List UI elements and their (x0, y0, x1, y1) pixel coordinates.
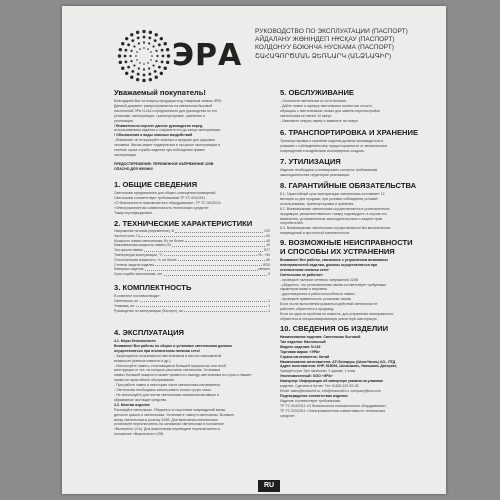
text-line: обращать с светильником только для замены перенастройки (280, 108, 380, 113)
logo-dot (124, 55, 127, 58)
logo-dot (121, 67, 124, 70)
section-service (280, 88, 440, 124)
spec-value: IP20 (263, 262, 270, 267)
logo-dot (147, 48, 149, 50)
logo-dot (142, 30, 145, 33)
dot-leader (185, 239, 266, 243)
spec-key: Температура эксплуатации, °С (114, 252, 163, 257)
logo-dot (143, 63, 145, 65)
text-line: средств» (280, 413, 295, 418)
logo-dot (155, 60, 157, 62)
logo-dot (158, 43, 161, 46)
logo-dot (136, 31, 139, 34)
dot-leader (144, 248, 263, 252)
spec-key: Тип цоколя лампы (114, 248, 143, 253)
logo-dot (166, 61, 169, 64)
text-line: 4.1. Меры безопасности (114, 339, 156, 343)
section-contents (114, 283, 270, 313)
logo-dot (152, 64, 154, 66)
logo-dot (130, 33, 133, 36)
text-line: установите переключатель на основании светильника в положение (114, 422, 224, 427)
section-transport-title: 6. ТРАНСПОРТИРОВКА И ХРАНЕНИЕ (280, 128, 419, 137)
era-logo (116, 28, 246, 84)
spec-key: Мощность лампы светильника, Вт, не более (114, 238, 184, 243)
logo-dot (161, 60, 164, 63)
section-general (114, 180, 270, 216)
spec-value: 40 (266, 238, 270, 243)
logo-dot (137, 73, 140, 76)
dot-leader (178, 258, 265, 262)
text-line: - Светильник необходимо использовать только сухую ткань. (114, 388, 212, 393)
text-line: 8.1. Гарантийный срок эксплуатации светильника составляет 12 (280, 192, 385, 196)
dot-leader (164, 272, 268, 276)
title-kg: КОЛДОНУУ БОЮНЧА НУСКАМА (ПАСПОРТ) (255, 44, 394, 52)
text-line: Адрес изготовителя: КНР, 518054, Шэньчжэнь, Наньшань Дистрикт, (280, 364, 397, 369)
text-line: Email: sales@eraworld.ru, info@eraworld.ru, company@era.com (280, 388, 381, 393)
text-line: Подтверждение соответствия изделия (280, 393, 348, 398)
logo-dot (130, 60, 132, 62)
text-line: Модель изделия: N-116 (280, 344, 321, 349)
logo-dot (119, 61, 122, 64)
text-line: Светильник соответствует требованиям ТР ТС 004/2011 (114, 195, 206, 200)
text-line: месяцев со дня продажи, при условии соблюдения условий (280, 196, 378, 201)
warning-line-1: ПРЕДОСТЕРЕЖЕНИЕ: ПЕРЕМЕННОЕ НАПРЯЖЕНИЕ 220В (114, 161, 214, 166)
logo-dot (125, 37, 128, 40)
section-product-info (280, 324, 440, 418)
spec-key: Степень защиты изделия (114, 262, 155, 267)
text-line: ТР ТС 020/2011 «Электромагнитная совместимость технических (280, 408, 386, 413)
section-general-title: 1. ОБЩИЕ СВЕДЕНИЯ (114, 180, 198, 189)
text-line: абразивные чистящие средства. (114, 397, 168, 402)
logo-dot (127, 66, 130, 69)
section-warranty-title: 8. ГАРАНТИЙНЫЕ ОБЯЗАТЕЛЬСТВА (280, 181, 417, 190)
section-transport (280, 128, 440, 154)
text-line: «Включено» (On). Для выключения переведите переключатель в (114, 427, 220, 432)
contents-intro: В комплект поставки входит: (114, 294, 161, 298)
text-line: Если ни одна из проблем не помогла, для устранения неисправности (280, 311, 394, 316)
title-ru: РУКОВОДСТВО ПО ЭКСПЛУАТАЦИИ (ПАСПОРТ) (255, 28, 408, 35)
logo-dot (131, 70, 134, 73)
spec-key: Относительная влажность, %, не более (114, 257, 177, 262)
text-line: - Дайте лампе и корпусу светильника полностью остыть, (280, 103, 373, 108)
section-troubleshooting (280, 238, 440, 322)
text-line: продавцом, укомплектованного товару подтвердите, в случае его (280, 211, 387, 216)
title-kz: АЙДАЛАНУ ЖӨНІНДЕГІ НҰСҚАУ (ПАСПОРТ) (255, 36, 395, 44)
logo-dot (139, 48, 141, 50)
text-line: Чувшуй стрит Эрп Чжэньсип, 3 здание, 1 этаж (280, 369, 356, 374)
text-line: - Запрещается пользоваться светильником в местах повышенной (114, 353, 222, 358)
logo-dot (130, 50, 132, 52)
text-line: Светильник предназначен для общего освещения помещений. (114, 191, 217, 195)
spec-value: металл (258, 267, 270, 272)
logo-dot (133, 64, 135, 66)
dot-leader (145, 267, 258, 271)
spec-value: 40 (266, 243, 270, 248)
section-warranty (280, 181, 440, 236)
logo-dot (137, 37, 140, 40)
text-line: - Не используйте для чистки светильника химически активные и (114, 392, 219, 397)
text-line: характеристикам и исправна (280, 287, 327, 292)
logo-dot (138, 67, 140, 69)
logo-dot (160, 72, 163, 75)
text-line: Транспортировка и хранение изделия должны производиться в (280, 139, 384, 143)
text-line: Распакуйте светильник. Убедитесь в отсутствии повреждений вилки, (114, 407, 227, 412)
logo-dot (143, 74, 146, 77)
text-line: использования, транспортировки и хранения. (280, 201, 355, 206)
spec-value: 5 (268, 272, 270, 277)
text-line: неисправностей изделия, должны осуществляться при (280, 262, 378, 267)
text-line: использованием изделия и сохраните его до конца эксплуатации. (114, 128, 222, 133)
text-line: Торговая марка: «ЭРА» (280, 349, 321, 354)
text-line: детского цоколя и светильника. Установите лампу в светильник. Вставьте (114, 412, 235, 417)
text-line: 8.2. Всевозможные светильника осуществляются в установленного (280, 206, 390, 211)
text-line: выявления, установленным законодательством и защите прав (280, 216, 383, 221)
section-troubleshooting-title-2: И СПОСОБЫ ИХ УСТРАНЕНИЯ (280, 247, 395, 256)
text-line: - Используйте лампы, отличающиеся большей мощностью или иной (114, 363, 226, 368)
spec-value: +5...+40 (257, 252, 270, 257)
logo-dot (155, 33, 158, 36)
text-line: установке, эксплуатации, транспортировке, хранению и (114, 113, 205, 118)
dot-leader (141, 234, 265, 238)
text-line: светильника не менее 10 минут. (280, 113, 333, 118)
spec-key: Светильник, шт (114, 298, 139, 303)
dot-leader (136, 304, 268, 308)
logo-dot (136, 51, 138, 53)
logo-dot (148, 73, 151, 76)
text-line: права на гарантийное обслуживание. (114, 378, 176, 383)
text-line: законодательства территории реализации. (280, 172, 351, 177)
text-line: - удостоверьтесь в работоспособности лампы (280, 292, 355, 297)
text-line: влажности (ванные комнаты и др.). (114, 358, 172, 363)
specs-table (114, 229, 270, 277)
spec-value: 220 (264, 229, 270, 233)
logo-dot (136, 78, 139, 81)
document-titles (255, 28, 445, 61)
section-troubleshooting-title: 9. ВОЗМОЖНЫЕ НЕИСПРАВНОСТИ (280, 238, 413, 247)
section-disposal-title: 7. УТИЛИЗАЦИЯ (280, 157, 341, 166)
logo-dot (147, 62, 149, 64)
logo-dot (131, 39, 134, 42)
logo-dot (130, 76, 133, 79)
text-line: 8.3. Всевозможные светильника осуществляются без механических (280, 226, 391, 231)
dot-leader (172, 243, 265, 247)
logo-dot (167, 54, 170, 57)
text-line: Светильник не работает: (280, 272, 324, 277)
dot-leader (184, 309, 267, 313)
text-line: - убедитесь, что установленная лампа соответствует требуемым (280, 282, 386, 287)
section-service-title: 5. ОБСЛУЖИВАНИЕ (280, 88, 354, 97)
logo-dot (129, 55, 131, 57)
text-line: Изделие соответствует требованиям: (280, 398, 341, 403)
logo-dot (149, 78, 152, 81)
text-line: Страна изготовитель: Китай (280, 354, 330, 359)
logo-dot (143, 47, 145, 49)
text-line: эксплуатации. (114, 152, 138, 157)
text-line: утилизации. (114, 118, 134, 123)
logo-dot (143, 41, 145, 43)
logo-dot (148, 37, 151, 40)
text-line: Уполномоченный: ООО «ЭРА» (280, 374, 333, 379)
sunburst-icon (116, 28, 172, 84)
text-line: - При работе лампа и некоторые части светильника нагреваются. (114, 383, 221, 388)
text-line: повреждений и воздействия атмосферных осадков. (280, 148, 365, 153)
logo-dot (160, 37, 163, 40)
text-line: ! Обозначения и виды опасных воздействий (114, 133, 193, 138)
text-line: Внимание! Все работы по сборке и установке светильника должны (114, 343, 233, 348)
logo-dot (152, 45, 154, 47)
greeting-section (114, 88, 270, 172)
section-operation (114, 328, 270, 437)
logo-dot (148, 67, 150, 69)
text-line: Внимание! Все работы, связанные с устранением возможных (280, 258, 389, 262)
spec-key: Руководство по эксплуатации (Паспорт), шт (114, 308, 184, 313)
logo-dot (164, 67, 167, 70)
text-line: течение срока службы изделия при соблюдении правил (114, 148, 206, 153)
text-line: работает, обратитесь к продавцу. (280, 307, 335, 312)
text-line: конструкции от тех, на которые рассчитан светильник. Установка (114, 368, 220, 373)
text-line: осуществляться при отключенном питании сети! (114, 348, 200, 353)
brand-name: ЭРА (172, 38, 243, 73)
logo-dot (166, 48, 169, 51)
logo-dot (135, 55, 137, 57)
text-line: положение «Выключено» (Off). (114, 432, 165, 437)
logo-dot (149, 31, 152, 34)
manual-page (62, 6, 446, 494)
language-badge: RU (258, 480, 280, 492)
text-line: отключенном питании сети! (280, 267, 329, 272)
greeting-title: Уважаемый покупатель! (114, 88, 206, 97)
spec-value: 50 (266, 233, 270, 238)
section-specs (114, 219, 270, 277)
spec-key: Частота сети, Гц (114, 233, 141, 238)
spec-value: 80 (266, 257, 270, 262)
logo-dot (154, 70, 157, 73)
section-disposal (280, 157, 440, 178)
spec-row (114, 309, 270, 314)
spec-value: 1 (268, 308, 270, 313)
warning-line-2: ОПАСНО ДЛЯ ЖИЗНИ! (114, 166, 153, 171)
dot-leader (175, 229, 263, 233)
section-product-info-title: 10. СВЕДЕНИЯ ОБ ИЗДЕЛИИ (280, 324, 389, 333)
logo-dot (139, 62, 141, 64)
dot-leader (155, 263, 262, 267)
logo-dot (118, 54, 121, 57)
logo-dot (156, 55, 158, 57)
text-line: - проверьте наличие сетевого напряжения 220В (280, 277, 359, 282)
text-line: повреждений и при полной комплектности. (280, 231, 351, 236)
text-line: Если после выполнения указанных действий светильник не (280, 302, 378, 307)
logo-dot (150, 59, 152, 61)
text-line: лампы большей мощности может привести к выходу светильника из строя и лишает (114, 373, 252, 378)
text-line: 4.2. Монтаж изделия (114, 402, 150, 407)
text-line: Данный документ распространяется на светильник бытовой (114, 103, 213, 108)
logo-dot (142, 79, 145, 82)
text-line: изделия. Сделано в Китае. Тел. 8-800-222-59-33 (280, 384, 359, 389)
spec-value: 1 (268, 303, 270, 308)
text-line: ! Внимательно изучите данное руководство перед (114, 123, 203, 128)
dot-leader (164, 253, 257, 257)
text-line: упаковке с соблюдением мер предосторожности от механических (280, 143, 388, 148)
contents-table (114, 299, 270, 313)
text-line: человека. Жизнь может подвергаться в процессе эксплуатации в (114, 143, 220, 148)
logo-dot (161, 49, 164, 52)
text-line: потребителей. (280, 221, 304, 226)
logo-dot (154, 39, 157, 42)
logo-dot (125, 49, 128, 52)
logo-dot (119, 48, 122, 51)
spec-key: Напряжение питания (переменное), В (114, 229, 174, 233)
text-line: вилку светильника в розетку 220В. Для включения светильника (114, 417, 218, 422)
text-line: - Извлеките старую лампу и замените на новую. (280, 118, 359, 123)
logo-dot (155, 76, 158, 79)
logo-dot (148, 42, 150, 44)
logo-dot (164, 42, 167, 45)
logo-dot (143, 68, 145, 70)
logo-dot (138, 42, 140, 44)
title-am: ՇԱՀԱԳՈՐԾՄԱՆ ՁԵՌՆԱՐԿ (ԱՆՁՆԱԳԻՐ) (255, 52, 392, 60)
text-line: Тип изделия: Настольный (280, 339, 326, 344)
text-line: Наименование изделия: Светильник бытовой (280, 335, 361, 339)
spec-key: Упаковка, шт (114, 303, 135, 308)
logo-dot (162, 55, 165, 58)
spec-row (114, 272, 270, 277)
logo-dot (136, 59, 138, 61)
logo-dot (150, 51, 152, 53)
spec-key: Максимальная мощность лампы, Вт (114, 243, 172, 248)
logo-dot (143, 36, 146, 39)
greeting-text (114, 99, 270, 158)
logo-dot (155, 50, 157, 52)
spec-key: Срок службы светильника, лет (114, 272, 163, 277)
text-line: Импортер: Информация об импортере указана на упаковке (280, 379, 384, 384)
logo-dot (121, 42, 124, 45)
text-line: - Внимание: не игнорируйте опасных и вредных для здоровья (114, 138, 215, 143)
text-line: - Отключите светильник от сети питания. (280, 99, 347, 103)
section-operation-title: 4. ЭКСПЛУАТАЦИЯ (114, 328, 185, 337)
text-line: Товар сертифицирован. (114, 210, 153, 215)
text-line: «О безопасности низковольтного оборудования», ТР ТС 020/2011 (114, 200, 221, 205)
logo-dot (151, 55, 153, 57)
text-line: настольный ЭРА N-116 и предназначен для руководства по его (114, 108, 217, 113)
text-line: - проверьте правильность установки лампы (280, 297, 352, 302)
logo-dot (125, 72, 128, 75)
text-line: Наименование изготовителя: ATI Беларусь (ШэньЧжэнь) КО., ЛТД (280, 359, 396, 364)
text-line: обратитесь в специализированную ремонтную мастерскую. (280, 316, 378, 321)
text-line: ТР ТС 004/2011 «О безопасности низковольтного оборудования», (280, 403, 387, 408)
text-line: Изделие необходимо утилизировать согласно требованиям (280, 168, 378, 172)
logo-dot (133, 45, 135, 47)
text-line: Благодарим Вас за покупку продукции под товарным знаком ЭРА! (114, 99, 222, 103)
section-contents-title: 3. КОМПЛЕКТНОСТЬ (114, 283, 192, 292)
dot-leader (140, 299, 268, 303)
section-specs-title: 2. ТЕХНИЧЕСКИЕ ХАРАКТЕРИСТИКИ (114, 219, 253, 228)
text-line: «Электромагнитная совместимость технических средств». (114, 205, 210, 210)
logo-dot (125, 60, 128, 63)
logo-dot (158, 66, 161, 69)
spec-value: E27 (263, 248, 270, 253)
spec-value: 1 (268, 298, 270, 303)
spec-key: Материал изделия (114, 267, 144, 272)
logo-dot (127, 43, 130, 46)
